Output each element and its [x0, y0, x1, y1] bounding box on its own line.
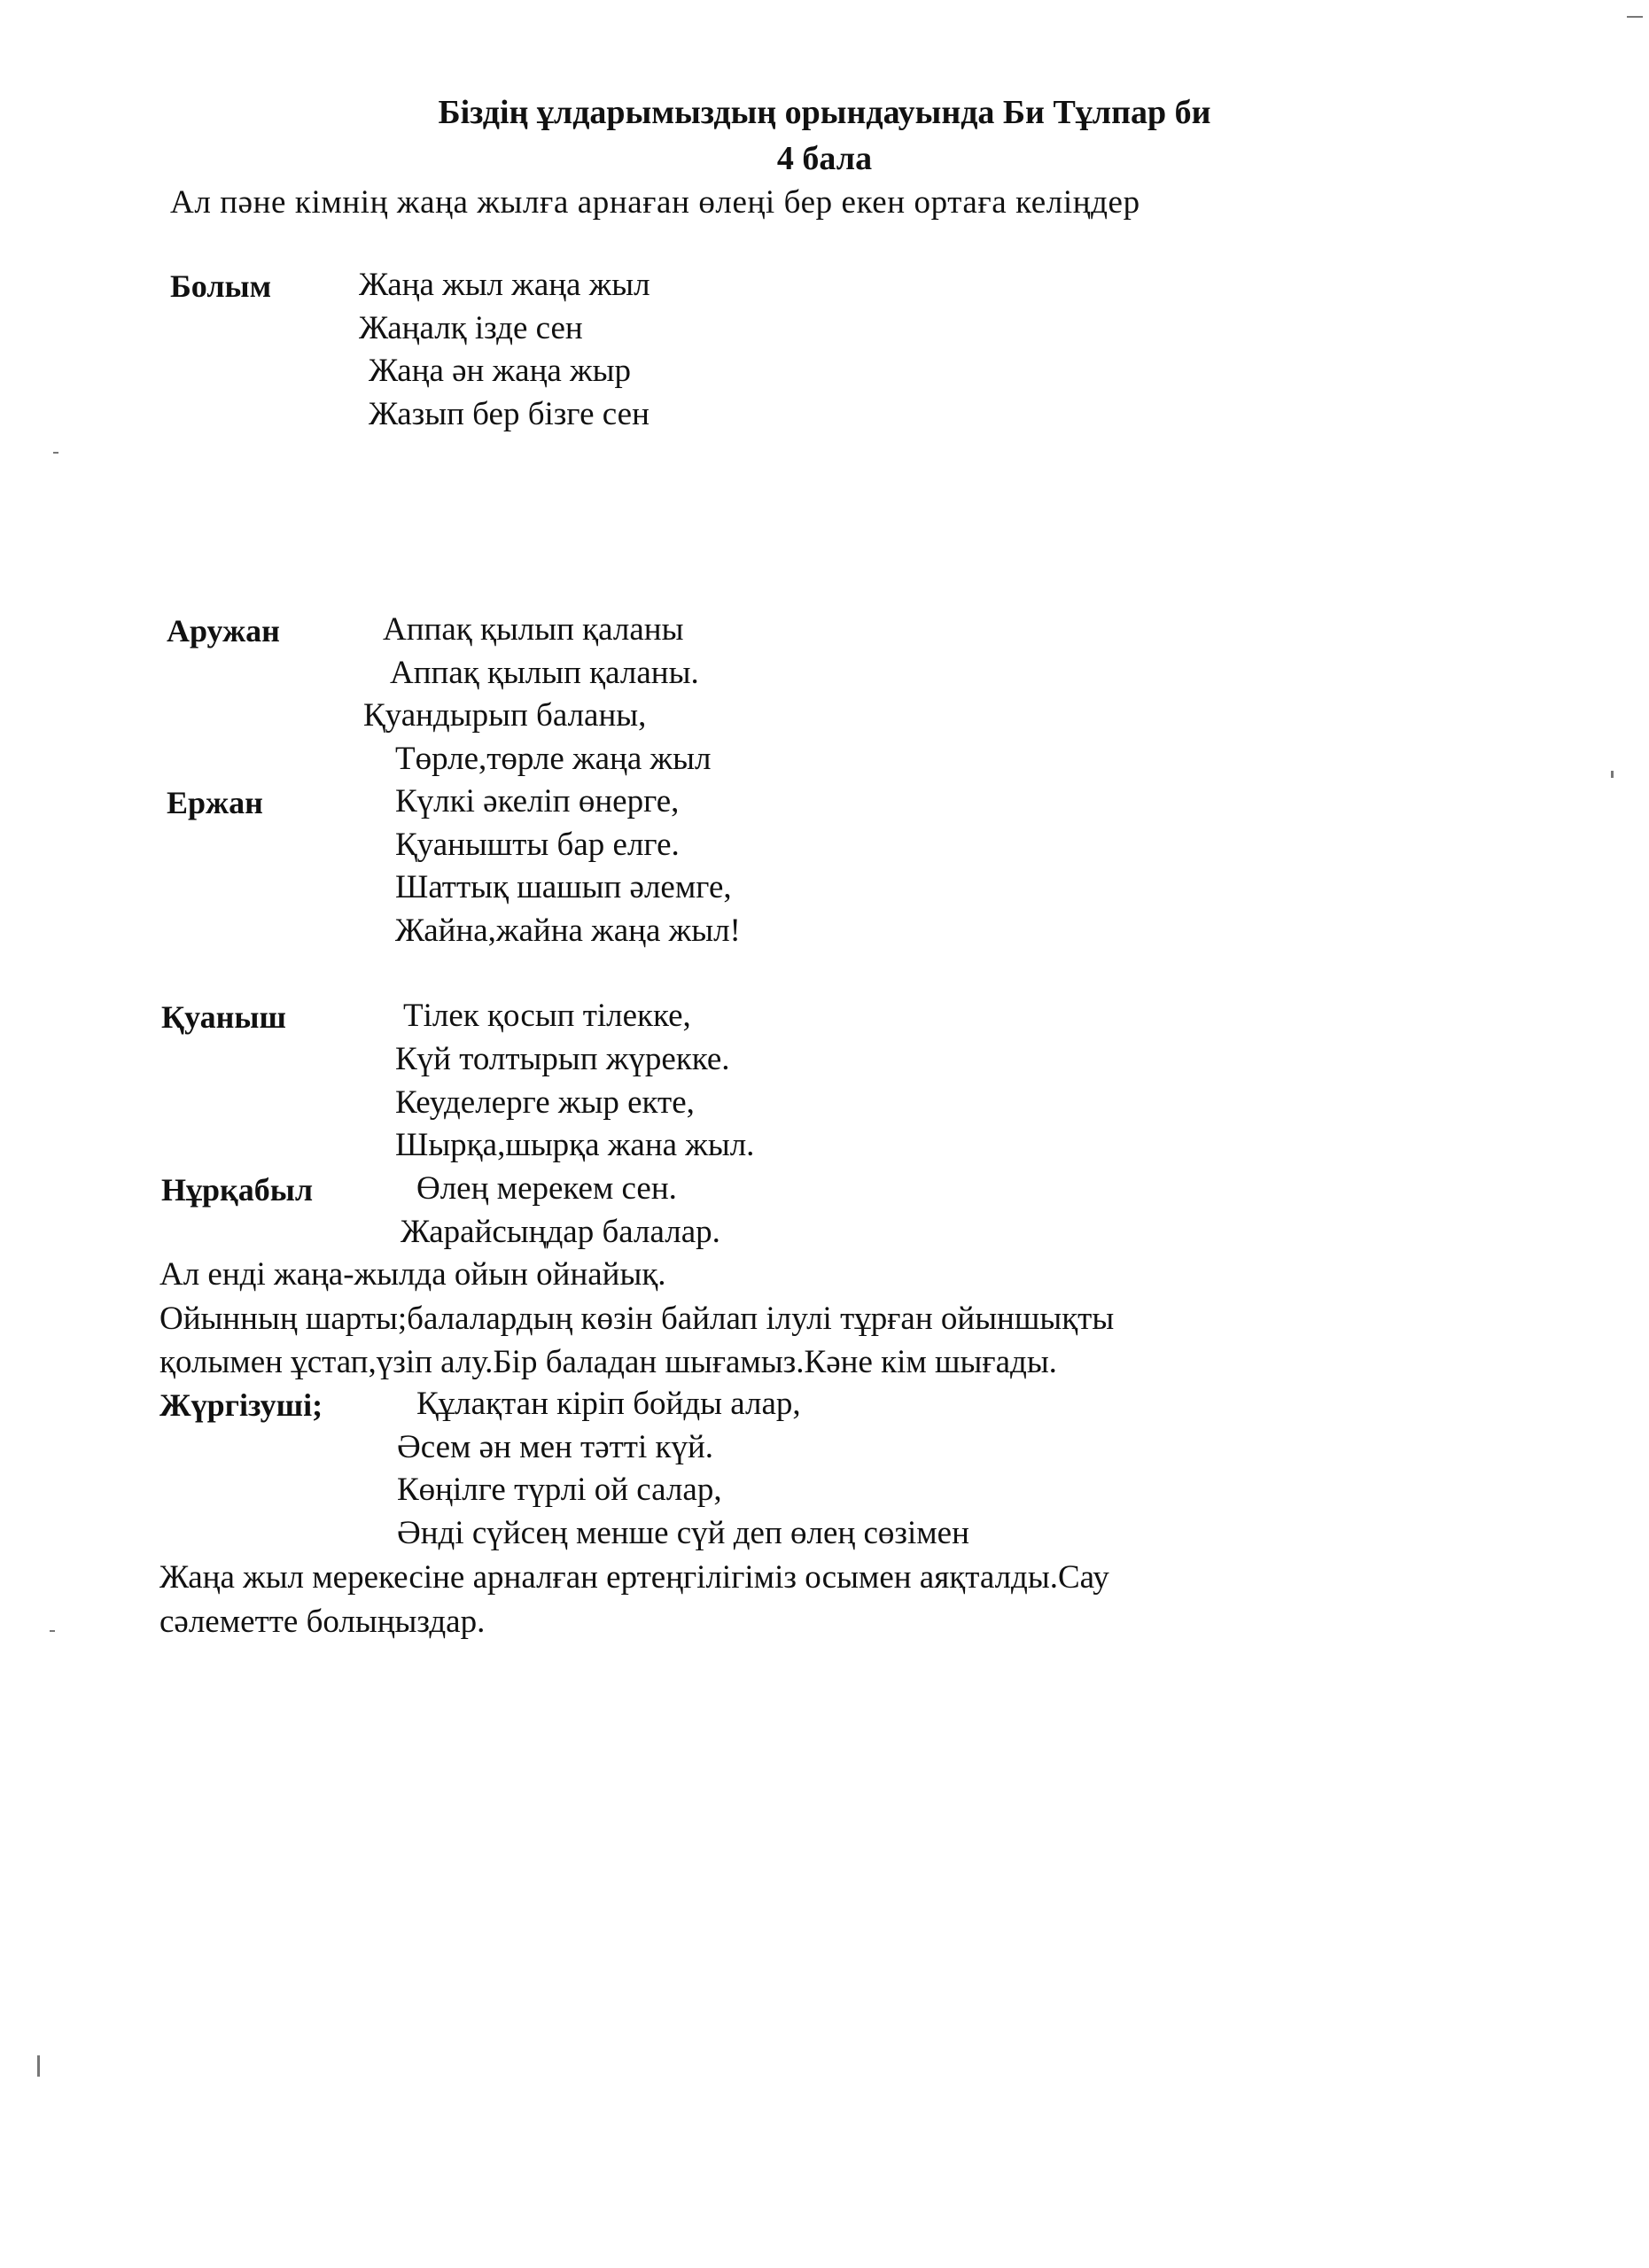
speaker-erzhan: Ержан	[167, 785, 263, 820]
speaker-host: Жүргізуші;	[159, 1387, 323, 1423]
closing-line: сәлеметте болыңыздар.	[159, 1604, 486, 1640]
verse-line: Қуандырып баланы,	[363, 697, 647, 734]
verse-line: Кеуделерге жыр екте,	[395, 1084, 695, 1121]
verse-line: Әнді сүйсең менше сүй деп өлең сөзімен	[397, 1515, 969, 1551]
scan-speck	[1627, 16, 1643, 18]
verse-line: Күй толтырып жүрекке.	[395, 1041, 730, 1077]
scan-speck	[50, 1630, 55, 1632]
verse-line: Төрле,төрле жаңа жыл	[395, 741, 712, 777]
scan-speck	[37, 2055, 40, 2077]
verse-line: Жаңа ән жаңа жыр	[369, 353, 631, 389]
speaker-nurkabyl: Нұрқабыл	[161, 1172, 314, 1208]
speaker-kuanysh: Қуаныш	[161, 999, 286, 1035]
verse-line: Жаңа жыл жаңа жыл	[359, 267, 650, 303]
closing-line: Жаңа жыл мерекесіне арналған ертеңгілігіміз осымен аяқталды.Сау	[159, 1559, 1109, 1596]
verse-line: Жарайсыңдар балалар.	[401, 1214, 720, 1250]
game-rules-cont: қолымен ұстап,үзіп алу.Бір баладан шығамыз.Кәне кім шығады.	[159, 1344, 1057, 1380]
verse-line: Аппақ қылып қаланы	[383, 611, 684, 648]
verse-line: Жайна,жайна жаңа жыл!	[395, 913, 741, 949]
speaker-bolym: Болым	[170, 268, 272, 304]
scan-speck	[53, 452, 58, 454]
verse-line: Әсем ән мен тәтті күй.	[397, 1429, 714, 1465]
verse-line: Күлкі әкеліп өнерге,	[395, 783, 680, 819]
verse-line: Тілек қосып тілекке,	[403, 998, 691, 1034]
game-rules: Ойынның шарты;балалардың көзін байлап ілулі тұрған ойыншықты	[159, 1301, 1115, 1337]
verse-line: Шаттық шашып әлемге,	[395, 869, 732, 905]
verse-line: Аппақ қылып қаланы.	[390, 655, 699, 691]
scan-speck	[1611, 771, 1614, 778]
verse-line: Өлең мерекем сен.	[416, 1170, 677, 1207]
document-title: Біздің ұлдарымыздың орындауында Би Тұлпар би	[438, 94, 1211, 131]
verse-line: Қуанышты бар елге.	[395, 827, 680, 863]
game-intro: Ал енді жаңа-жылда ойын ойнайық.	[159, 1256, 666, 1293]
verse-line: Көңілге түрлі ой салар,	[397, 1472, 722, 1508]
speaker-aruzhan: Аружан	[167, 613, 280, 649]
verse-line: Жазып бер бізге сен	[369, 396, 649, 432]
verse-line: Құлақтан кіріп бойды алар,	[416, 1386, 801, 1422]
document-subtitle: 4 бала	[776, 140, 873, 177]
verse-line: Шырқа,шырқа жана жыл.	[395, 1127, 755, 1163]
verse-line: Жаңалқ ізде сен	[359, 310, 583, 346]
intro-line: Ал пәне кімнің жаңа жылға арнаған өлеңі бер екен ортаға келіңдер	[170, 184, 1140, 221]
